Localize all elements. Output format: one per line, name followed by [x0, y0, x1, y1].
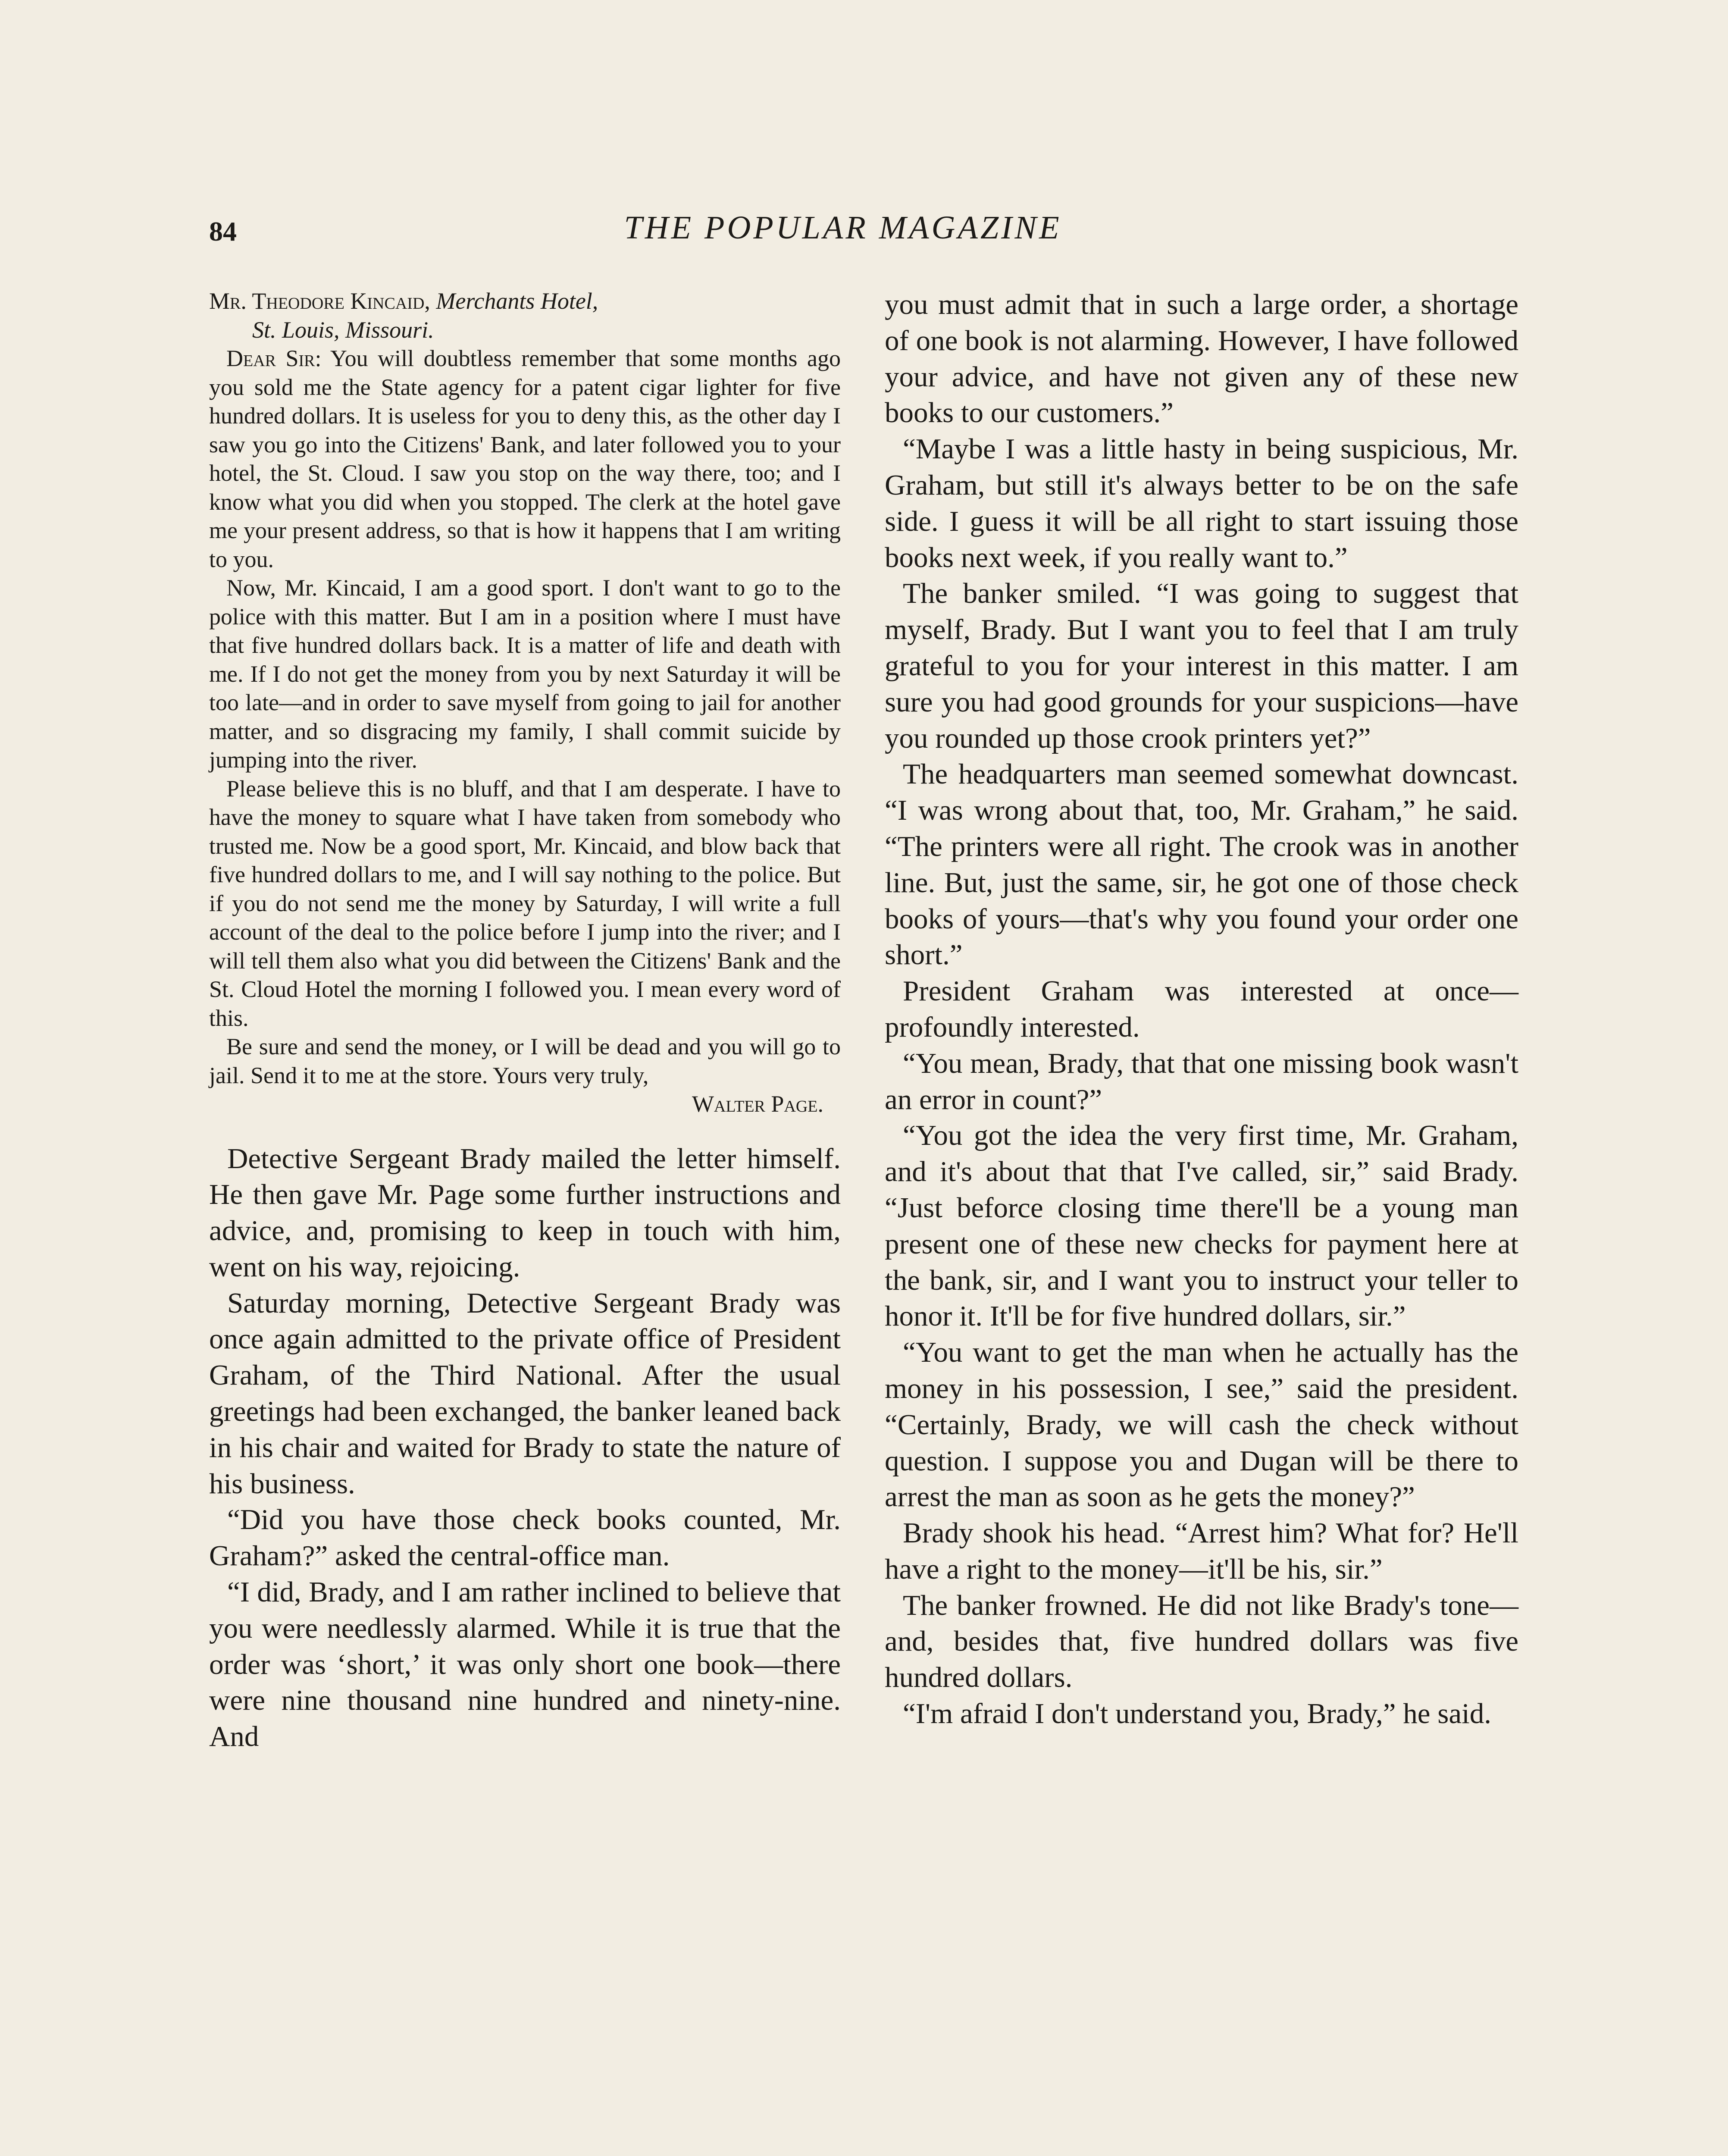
- story-paragraph: Brady shook his head. “Arrest him? What for? He'll have a right to the money—it'll be his, sir.”: [885, 1517, 1518, 1585]
- story-text-left: [209, 1141, 841, 1755]
- letter-paragraph-text: You will doubtless remember that some months ago you sold me the State agency for a patent cigar lighter for five hundred dollars. It is useless for you to deny this, as the other day I saw you go into the Citizens' Bank, and later followed you to your hotel, the St. Cloud. I saw you stop on the way there, too; and I know what you did when you stopped. The clerk at the hotel gave me your present address, so that is how it happens that I am writing to you.: [209, 345, 841, 572]
- story-paragraph: “You mean, Brady, that that one missing book wasn't an error in count?”: [885, 1047, 1518, 1116]
- story-paragraph: President Graham was interested at once—profoundly interested.: [885, 975, 1518, 1043]
- story-paragraph: “Maybe I was a little hasty in being suspicious, Mr. Graham, but still it's always better to be on the safe side. I guess it will be all right to start issuing those books next week, if you really want to.”: [885, 433, 1518, 573]
- story-paragraph: “You got the idea the very first time, Mr. Graham, and it's about that that I've called, sir,” said Brady. “Just beforce closing time there'll be a young man present one of these new checks for payment here at the bank, sir, and I want you to instruct your teller to honor it. It'll be for five hundred dollars, sir.”: [885, 1119, 1518, 1332]
- story-paragraph: The banker smiled. “I was going to suggest that myself, Brady. But I want you to feel that I am truly grateful to you for your interest in this matter. I am sure you had good grounds for your suspicions—have you rounded up those crook printers yet?”: [885, 577, 1518, 754]
- page-number: 84: [209, 216, 237, 247]
- story-paragraph-continued: you must admit that in such a large order, a shortage of one book is not alarming. However, I have followed your advice, and have not given any of these new books to our customers.”: [885, 288, 1518, 429]
- salutation: Dear Sir:: [226, 345, 322, 371]
- letter-paragraph: [209, 344, 841, 573]
- letter-signature: Walter Page.: [692, 1091, 823, 1117]
- story-paragraph: Saturday morning, Detective Sergeant Brady was once again admitted to the private office of President Graham, of the Third National. After the usual greetings had been exchanged, the banker leaned back in his chair and waited for Brady to state the nature of his business.: [209, 1287, 841, 1500]
- addressee-name: Mr. Theodore Kincaid,: [209, 288, 430, 314]
- story-paragraph: The banker frowned. He did not like Brady's tone—and, besides that, five hundred dollars was five hundred dollars.: [885, 1589, 1518, 1694]
- letter: [209, 287, 841, 1119]
- letter-paragraph: Be sure and send the money, or I will be dead and you will go to jail. Send it to me at the store. Yours very truly,: [209, 1034, 841, 1088]
- story-paragraph: “I'm afraid I don't understand you, Brady,” he said.: [903, 1698, 1491, 1730]
- story-paragraph: “I did, Brady, and I am rather inclined to believe that you were needlessly alarmed. While it is true that the order was ‘short,’ it was only short one book—there were nine thousand nine hundred and ninety-nine. And: [209, 1576, 841, 1753]
- letter-paragraph: Now, Mr. Kincaid, I am a good sport. I don't want to go to the police with this matter. But I am in a position where I must have that five hundred dollars back. It is a matter of life and death with me. If I do not get the money from you by next Saturday it will be too late—and in order to save myself from going to jail for another matter, and so disgracing my family, I shall commit suicide by jumping into the river.: [209, 575, 841, 773]
- addressee-location: Merchants Hotel,: [436, 288, 598, 314]
- story-paragraph: Detective Sergeant Brady mailed the letter himself. He then gave Mr. Page some further instructions and advice, and, promising to keep in touch with him, went on his way, rejoicing.: [209, 1142, 841, 1283]
- addressee-city: St. Louis, Missouri.: [252, 317, 434, 343]
- story-paragraph: The headquarters man seemed somewhat downcast. “I was wrong about that, too, Mr. Graham,” he said. “The printers were all right. The crook was in another line. But, just the same, sir, he got one of those check books of yours—that's why you found your order one short.”: [885, 758, 1518, 971]
- letter-address: [209, 287, 841, 316]
- running-head: THE POPULAR MAGAZINE: [624, 210, 1062, 246]
- story-paragraph: “Did you have those check books counted, Mr. Graham?” asked the central-office man.: [209, 1504, 841, 1572]
- story-text-right: [885, 287, 1518, 1732]
- letter-paragraph: Please believe this is no bluff, and that I am desperate. I have to have the money to square what I have taken from somebody who trusted me. Now be a good sport, Mr. Kincaid, and blow back that five hundred dollars to me, and I will say nothing to the police. But if you do not send me the money by Saturday, I will write a full account of the deal to the police before I jump into the river; and I will tell them also what you did between the Citizens' Bank and the St. Cloud Hotel the morning I followed you. I mean every word of this.: [209, 775, 841, 1031]
- left-column: [209, 287, 841, 1755]
- story-paragraph: “You want to get the man when he actually has the money in his possession, I see,” said the president. “Certainly, Brady, we will cash the check without question. I suppose you and Dugan will be there to arrest the man as soon as he gets the money?”: [885, 1336, 1518, 1513]
- right-column: [885, 287, 1518, 1732]
